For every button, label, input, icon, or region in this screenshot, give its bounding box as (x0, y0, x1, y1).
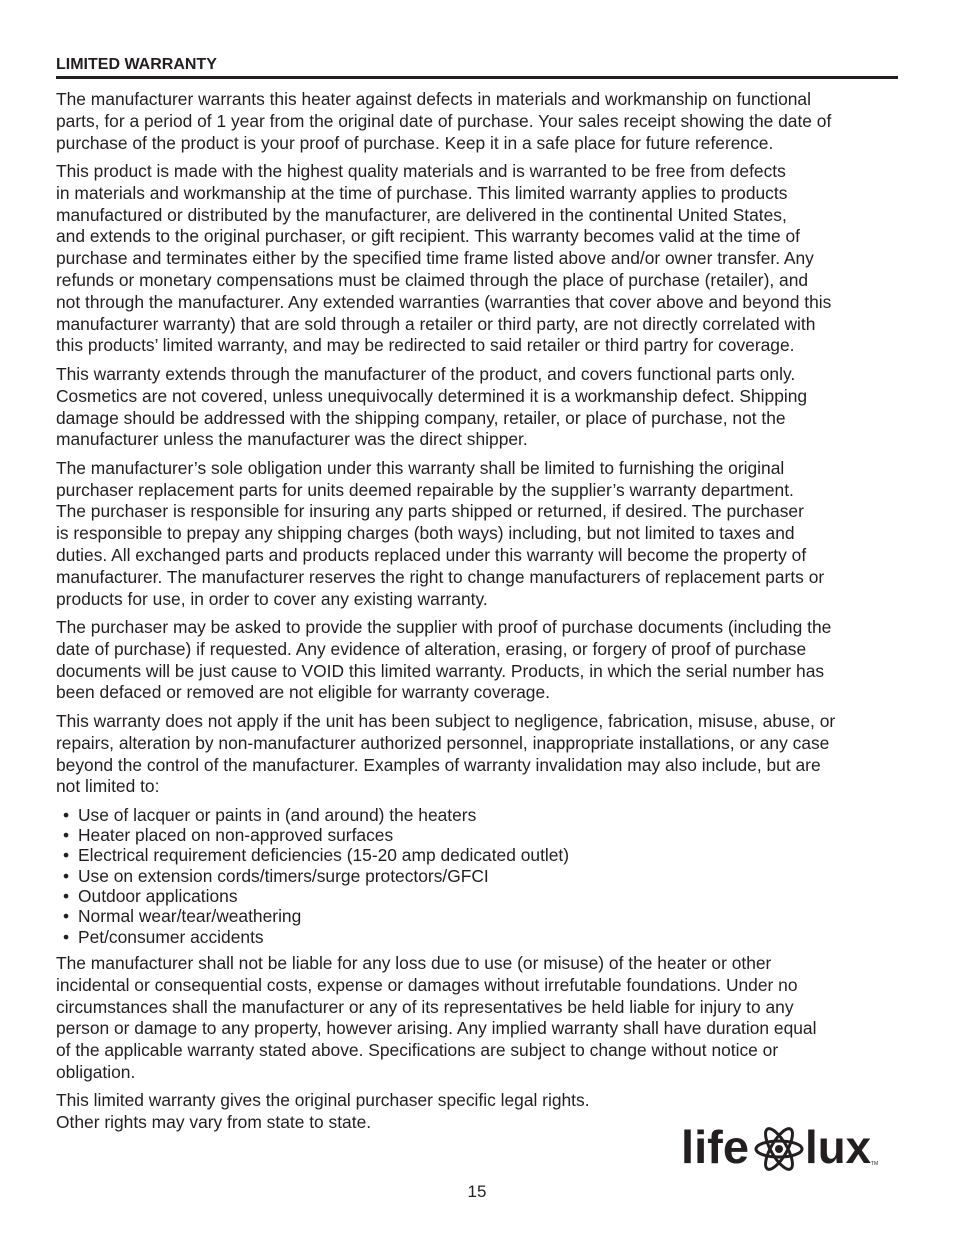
paragraph-proof-of-purchase: The purchaser may be asked to provide the supplier with proof of purchase documents (including the date of purchase) if requested. Any evidence of alteration, erasing, or forgery of proof of purchase documents will be just cause to VOID this limited warranty. Products, in which the serial number has been defaced or removed are not eligible for warranty coverage. (56, 617, 832, 703)
trademark-mark: TM (871, 1161, 879, 1167)
list-item: • Use on extension cords/timers/surge protectors/GFCI (78, 866, 898, 886)
list-item: • Normal wear/tear/weathering (78, 906, 898, 926)
lifelux-logo (681, 1113, 881, 1181)
paragraph-functional-parts: This warranty extends through the manufacturer of the product, and covers functional parts only. Cosmetics are not covered, unless unequivocally determined it is a workmanship defect. Shipping damage should be addressed with the shipping company, retailer, or place of purchase, not the manufacturer unless the manufacturer was the direct shipper. (56, 363, 808, 450)
atom-icon (756, 1125, 802, 1173)
page-title: LIMITED WARRANTY (56, 55, 898, 79)
list-item: • Outdoor applications (78, 886, 898, 906)
paragraph-legal-rights: This limited warranty gives the original purchaser specific legal rights. Other rights may vary from state to state. (56, 1090, 590, 1133)
paragraph-exclusions: This warranty does not apply if the unit has been subject to negligence, fabrication, misuse, abuse, or repairs, alteration by non-manufacturer authorized personnel, inappropriate installations, or any case beyond the control of the manufacturer. Examples of warranty invalidation may also include, but are not limited to: (56, 710, 836, 797)
exclusions-list (56, 805, 898, 947)
warranty-body (56, 89, 898, 1141)
list-item: • Electrical requirement deficiencies (15-20 amp dedicated outlet) (78, 845, 898, 865)
list-item: • Pet/consumer accidents (78, 927, 898, 947)
paragraph-quality: This product is made with the highest quality materials and is warranted to be free from defects in materials and workmanship at the time of purchase. This limited warranty applies to products manufactured or distributed by the manufacturer, are delivered in the continental United States, and extends to the original purchaser, or gift recipient. This warranty becomes valid at the time of purchase and terminates either by the specified time frame listed above and/or owner transfer. Any refunds or monetary compensations must be claimed through the place of purchase (retailer), and not through the manufacturer. Any extended warranties (warranties that cover above and beyond this manufacturer warranty) that are sold through a retailer or third party, are not directly correlated with this products’ limited warranty, and may be redirected to said retailer or third partry for coverage. (56, 161, 832, 356)
page-number: 15 (467, 1182, 487, 1201)
list-item: • Heater placed on non-approved surfaces (78, 825, 898, 845)
logo-text-life: life (681, 1121, 749, 1173)
logo-text-lux: lux (805, 1121, 872, 1173)
paragraph-coverage-period: The manufacturer warrants this heater against defects in materials and workmanship on functional parts, for a period of 1 year from the original date of purchase. Your sales receipt showing the date of purchase of the product is your proof of purchase. Keep it in a safe place for future reference. (56, 89, 832, 153)
paragraph-liability: The manufacturer shall not be liable for any loss due to use (or misuse) of the heater or other incidental or consequential costs, expense or damages without irrefutable foundations. Under no circumstances shall the manufacturer or any of its representatives be held liable for injury to any person or damage to any property, however arising. Any implied warranty shall have duration equal of the applicable warranty stated above. Specifications are subject to change without notice or obligation. (56, 952, 817, 1082)
list-item: • Use of lacquer or paints in (and around) the heaters (78, 805, 898, 825)
paragraph-obligation: The manufacturer’s sole obligation under this warranty shall be limited to furnishing the original purchaser replacement parts for units deemed repairable by the supplier’s warranty department. The purchaser is responsible for insuring any parts shipped or returned, if desired. The purchaser is responsible to prepay any shipping charges (both ways) including, but not limited to taxes and duties. All exchanged parts and products replaced under this warranty will become the property of manufacturer. The manufacturer reserves the right to change manufacturers of replacement parts or products for use, in order to cover any existing warranty. (56, 457, 825, 609)
